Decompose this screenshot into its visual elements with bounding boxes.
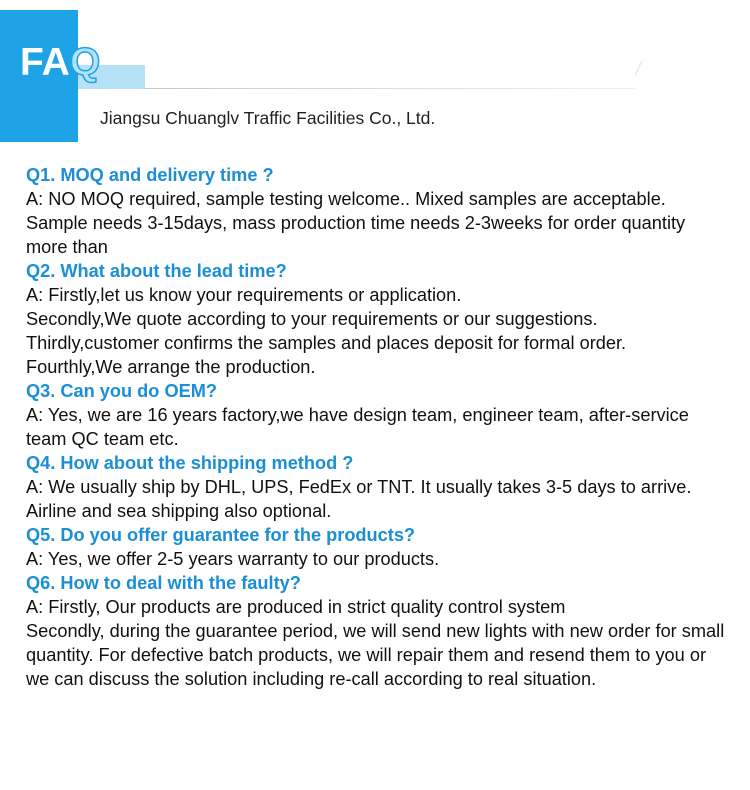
faq-answer: Secondly,We quote according to your requirements or our suggestions. <box>26 309 598 329</box>
faq-question: Q2. What about the lead time? <box>26 261 287 281</box>
faq-answer: A: Yes, we are 16 years factory,we have design team, engineer team, after-service team QC team etc. <box>26 405 689 449</box>
company-name: Jiangsu Chuanglv Traffic Facilities Co., Ltd. <box>100 108 436 128</box>
faq-question: Q1. MOQ and delivery time ? <box>26 165 274 185</box>
faq-answer: A: We usually ship by DHL, UPS, FedEx or TNT. It usually takes 3-5 days to arrive. Airline and sea shipping also optional. <box>26 477 692 521</box>
faq-question: Q4. How about the shipping method ? <box>26 453 354 473</box>
faq-question: Q3. Can you do OEM? <box>26 381 217 401</box>
faq-answer: Fourthly,We arrange the production. <box>26 357 316 377</box>
faq-answer: A: NO MOQ required, sample testing welcome.. Mixed samples are acceptable. <box>26 189 666 209</box>
faq-question: Q6. How to deal with the faulty? <box>26 573 301 593</box>
faq-answer: A: Firstly, Our products are produced in strict quality control system <box>26 597 566 617</box>
faq-answer: A: Yes, we offer 2-5 years warranty to our products. <box>26 549 440 569</box>
faq-answer: Sample needs 3-15days, mass production time needs 2-3weeks for order quantity more than <box>26 213 686 257</box>
faq-answer: A: Firstly,let us know your requirements or application. <box>26 285 462 305</box>
faq-question: Q5. Do you offer guarantee for the products? <box>26 525 416 545</box>
faq-title-q: Q <box>69 41 101 84</box>
header-divider <box>145 88 635 89</box>
faq-answer: Thirdly,customer confirms the samples and places deposit for formal order. <box>26 333 627 353</box>
faq-answer: Secondly, during the guarantee period, we will send new lights with new order for small quantity. For defective batch products, we will repair them and resend them to you or we can discuss the solution including re-call according to real situation. <box>26 621 725 689</box>
faq-title-prefix: FA <box>20 41 70 84</box>
faq-list <box>26 163 731 691</box>
faq-title <box>20 38 100 88</box>
header-divider-tick <box>635 61 643 76</box>
